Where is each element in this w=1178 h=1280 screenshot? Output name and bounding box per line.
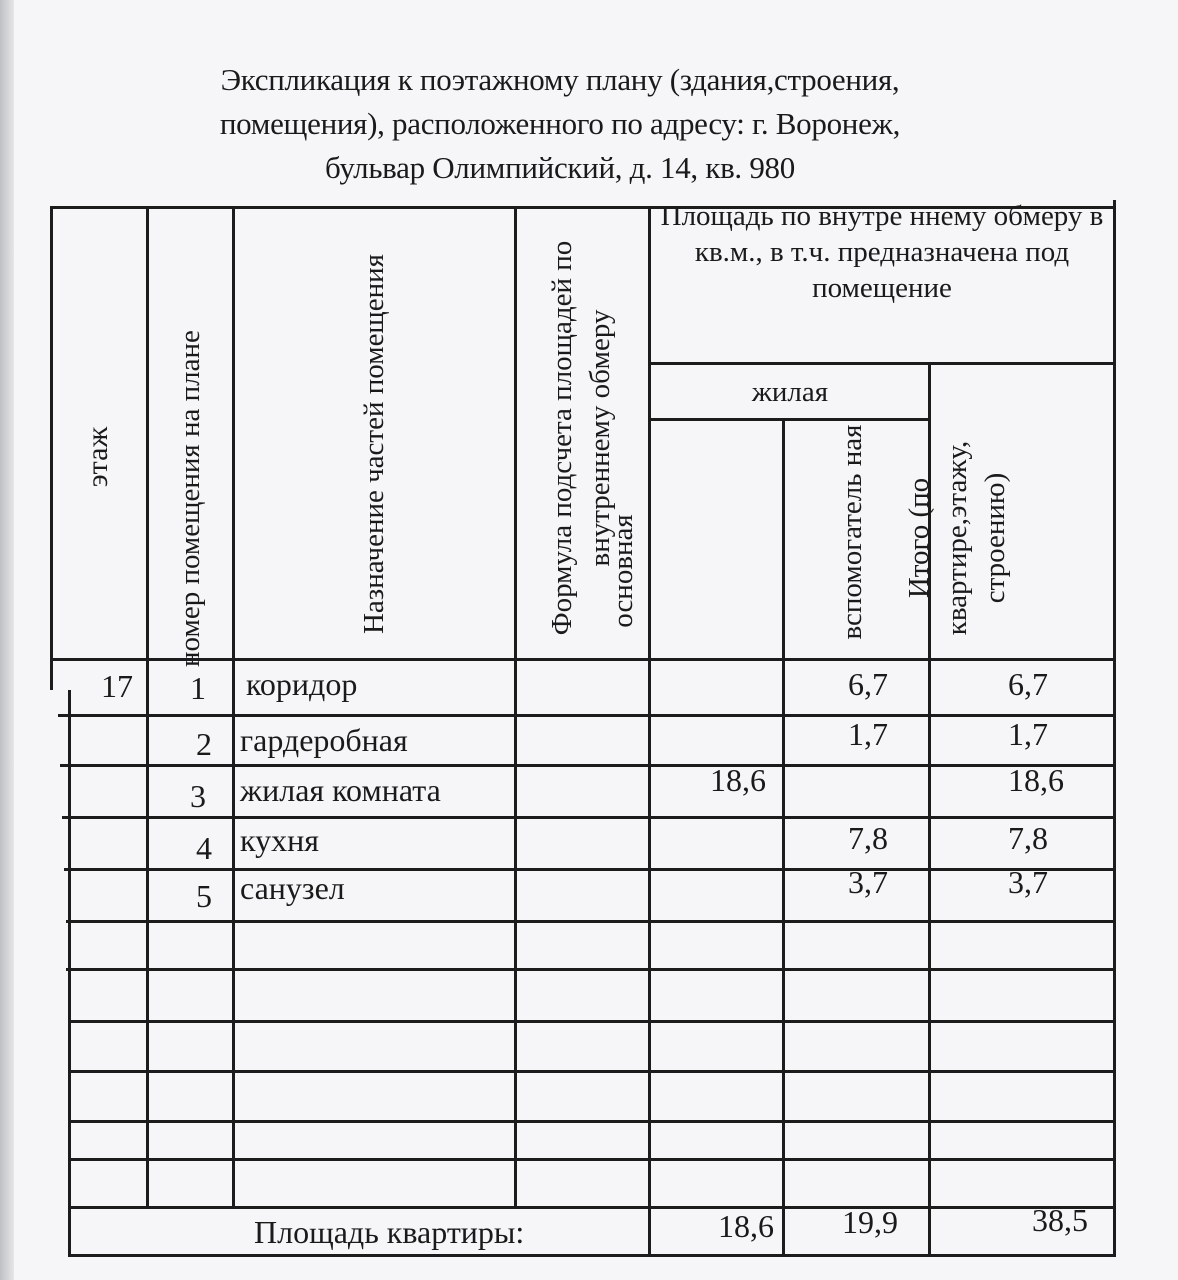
- footer-grand-total: 38,5: [1032, 1202, 1088, 1238]
- title-line-1: Экспликация к поэтажному плану (здания,строения,: [220, 62, 900, 97]
- room-aux-area: 1,7: [848, 716, 888, 752]
- room-total-area: 7,8: [1008, 820, 1048, 856]
- header-floor: этаж: [81, 426, 114, 488]
- document-title: [60, 58, 1060, 190]
- room-number: 3: [190, 778, 206, 814]
- room-aux-area: 3,7: [848, 864, 888, 900]
- title-line-2: помещения), расположенного по адресу: г. Воронеж,: [219, 106, 901, 141]
- room-total-area: 6,7: [1008, 666, 1048, 702]
- row-line: [66, 920, 1116, 923]
- header-living: жилая: [751, 376, 829, 408]
- row-line: [68, 1070, 1116, 1073]
- row-line: [68, 1020, 1116, 1023]
- room-number: 2: [196, 726, 212, 762]
- room-name: гардеробная: [240, 722, 408, 758]
- room-total-area: 3,7: [1008, 864, 1048, 900]
- room-main-area: 18,6: [710, 762, 766, 798]
- header-total: Итого (по квартире,этажу, строению): [903, 440, 1011, 636]
- footer-aux-total: 19,9: [842, 1204, 898, 1240]
- room-aux-area: 6,7: [848, 666, 888, 702]
- room-total-area: 18,6: [1008, 762, 1064, 798]
- room-number: 1: [190, 670, 206, 706]
- row-line: [70, 1120, 1116, 1123]
- header-room-number: номер помещения на плане: [174, 330, 206, 667]
- title-line-3: бульвар Олимпийский, д. 14, кв. 980: [325, 150, 795, 185]
- room-name: кухня: [240, 822, 319, 858]
- room-total-area: 1,7: [1008, 716, 1048, 752]
- header-auxiliary: вспомогатель ная: [836, 424, 868, 640]
- floor-value: 17: [101, 668, 133, 704]
- header-main: основная: [607, 514, 639, 628]
- row-line: [66, 968, 1116, 971]
- room-number: 4: [196, 830, 212, 866]
- table-border-right: [1113, 200, 1116, 1257]
- table-border-bottom: [70, 1254, 1116, 1257]
- room-aux-area: 7,8: [848, 820, 888, 856]
- room-number: 5: [196, 878, 212, 914]
- room-name: коридор: [246, 666, 358, 702]
- header-formula: Формула подсчета площадей по внутреннему обмеру: [546, 240, 616, 636]
- header-purpose: Назначение частей помещения: [358, 253, 390, 635]
- room-name: жилая комната: [240, 772, 441, 808]
- table-border-left-lower: [68, 690, 71, 1257]
- footer-label: Площадь квартиры:: [254, 1214, 525, 1250]
- header-area-group: Площадь по внутре ннему обмеру в кв.м., в т.ч. предназначена под помещение: [660, 200, 1104, 304]
- room-name: санузел: [240, 870, 345, 906]
- row-line: [70, 1158, 1116, 1161]
- area-group-divider: [648, 362, 1116, 365]
- footer-main-total: 18,6: [718, 1208, 774, 1244]
